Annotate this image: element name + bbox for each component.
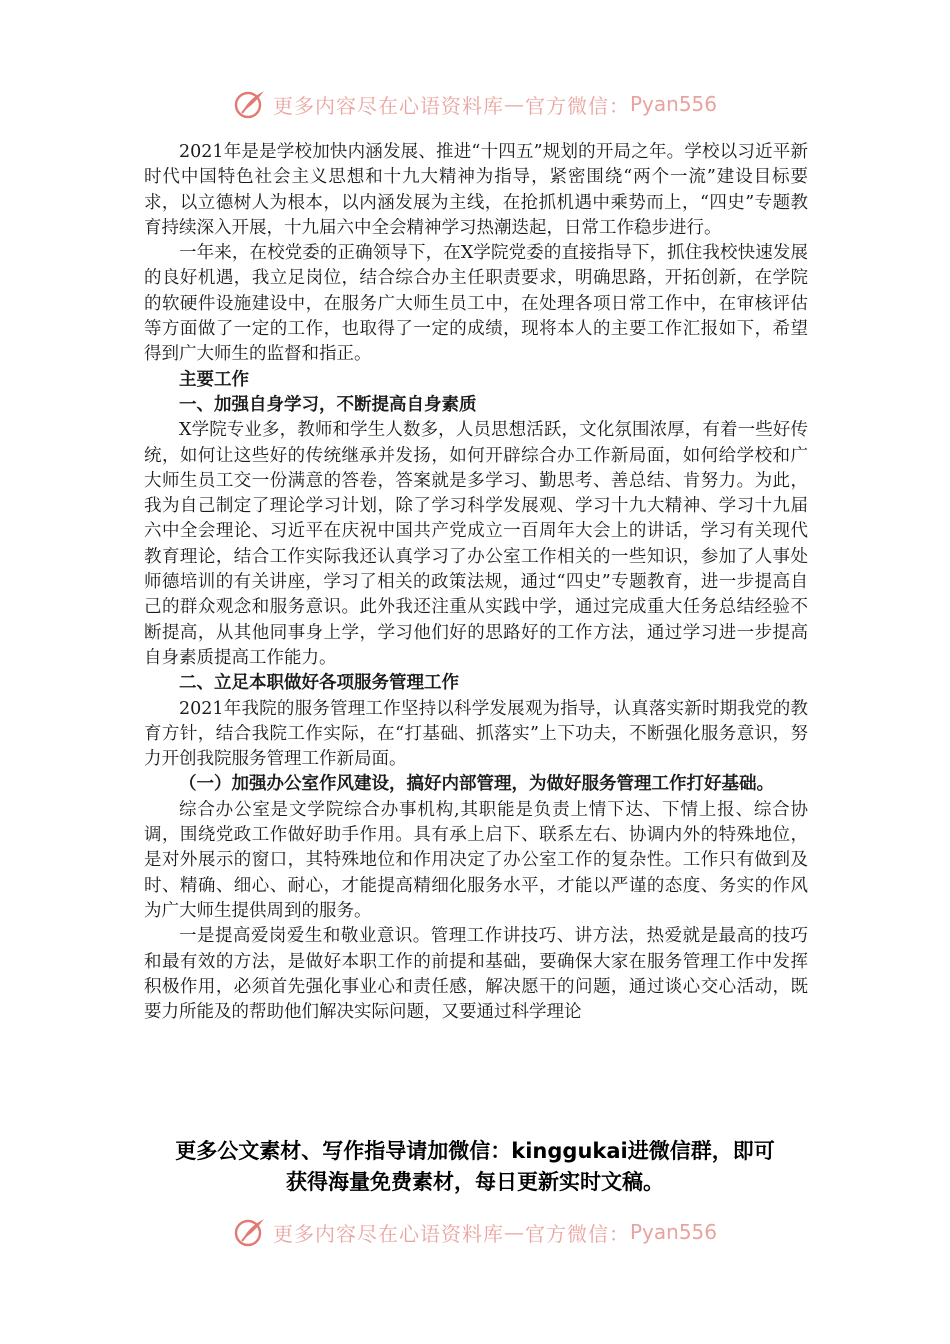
watermark-wechat-label: 官方微信：	[524, 1221, 630, 1246]
watermark-brand: 更多内容尽在心语资料库	[272, 1221, 504, 1246]
watermark-brand: 更多内容尽在心语资料库	[272, 93, 504, 118]
paragraph-service-management: 2021年我院的服务管理工作坚持以科学发展观为指导，认真落实新时期我党的教育方针，结合我院工作实际，在“打基础、抓落实”上下功夫，不断强化服务意识，努力开创我院服务管理工作新局面。	[144, 698, 808, 770]
watermark-footer	[0, 1212, 950, 1252]
watermark-wechat-id: Pyan556	[629, 1220, 717, 1244]
watermark-wechat-label: 官方微信：	[524, 93, 630, 118]
paragraph-intro: 2021年是是学校加快内涵发展、推进“十四五”规划的开局之年。学校以习近平新时代中国特色社会主义思想和十九大精神为指导，紧密围绕“两个一流”建设目标要求，以立德树人为根本，以内涵发展为主线，在抢抓机遇中乘势而上，“四史”专题教育持续深入开展，十九届六中全会精神学习热潮迭起，日常工作稳步进行。	[144, 142, 808, 238]
quill-logo-icon	[233, 1215, 267, 1249]
heading-section-1: 一、加强自身学习，不断提高自身素质	[179, 394, 477, 415]
heading-subsection-1: （一）加强办公室作风建设，搞好内部管理，为做好服务管理工作打好基础。	[179, 774, 774, 795]
heading-main-work: 主要工作	[179, 369, 249, 390]
watermark-header	[0, 84, 950, 124]
watermark-dash: —	[503, 92, 525, 116]
promo-banner	[100, 1136, 850, 1198]
paragraph-office-role: 综合办公室是文学院综合办事机构,其职能是负责上情下达、下情上报、综合协调，围绕党政工作做好助手作用。具有承上启下、联系左右、协调内外的特殊地位，是对外展示的窗口，其特殊地位和作用决定了办公室工作的复杂性。工作只有做到及时、精确、细心、耐心，才能提高精细化服务水平，才能以严谨的态度、务实的作风为广大师生提供周到的服务。	[144, 799, 808, 921]
watermark-dash: —	[503, 1220, 525, 1244]
watermark-wechat-id: Pyan556	[629, 92, 717, 116]
heading-section-2: 二、立足本职做好各项服务管理工作	[179, 673, 459, 694]
promo-line-2: 获得海量免费素材，每日更新实时文稿。	[286, 1170, 664, 1194]
paragraph-dedication: 一是提高爱岗爱生和敬业意识。管理工作讲技巧、讲方法，热爱就是最高的技巧和最有效的方法，是做好本职工作的前提和基础，要确保大家在服务管理工作中发挥积极作用，必须首先强化事业心和责任感，解决愿干的问题，通过谈心交心活动，既要力所能及的帮助他们解决实际问题，又要通过科学理论	[144, 926, 808, 1023]
promo-line-1: 更多公文素材、写作指导请加微信：kinggukai进微信群，即可	[175, 1139, 775, 1163]
document-body	[144, 140, 808, 1025]
paragraph-self-study: X学院专业多，教师和学生人数多，人员思想活跃，文化氛围浓厚，有着一些好传统，如何让这些好的传统继承并发扬，如何开辟综合办工作新局面，如何给学校和广大师生员工交一份满意的答卷，答案就是多学习、勤思考、善总结、肯努力。为此，我为自己制定了理论学习计划，除了学习科学发展观、学习十九大精神、学习十九届六中全会理论、习近平在庆祝中国共产党成立一百周年大会上的讲话，学习有关现代教育理论，结合工作实际我还认真学习了办公室工作相关的一些知识，参加了人事处师德培训的有关讲座，学习了相关的政策法规，通过“四史”专题教育，进一步提高自己的群众观念和服务意识。此外我还注重从实践中学，通过完成重大任务总结经验不断提高，从其他同事身上学，学习他们好的思路好的工作方法，通过学习进一步提高自身素质提高工作能力。	[144, 420, 808, 668]
paragraph-summary: 一年来，在校党委的正确领导下，在X学院党委的直接指导下，抓住我校快速发展的良好机遇，我立足岗位，结合综合办主任职责要求，明确思路，开拓创新，在学院的软硬件设施建设中，在服务广大师生员工中，在处理各项日常工作中，在审核评估等方面做了一定的工作，也取得了一定的成绩，现将本人的主要工作汇报如下，希望得到广大师生的监督和指正。	[144, 243, 808, 365]
quill-logo-icon	[233, 87, 267, 121]
